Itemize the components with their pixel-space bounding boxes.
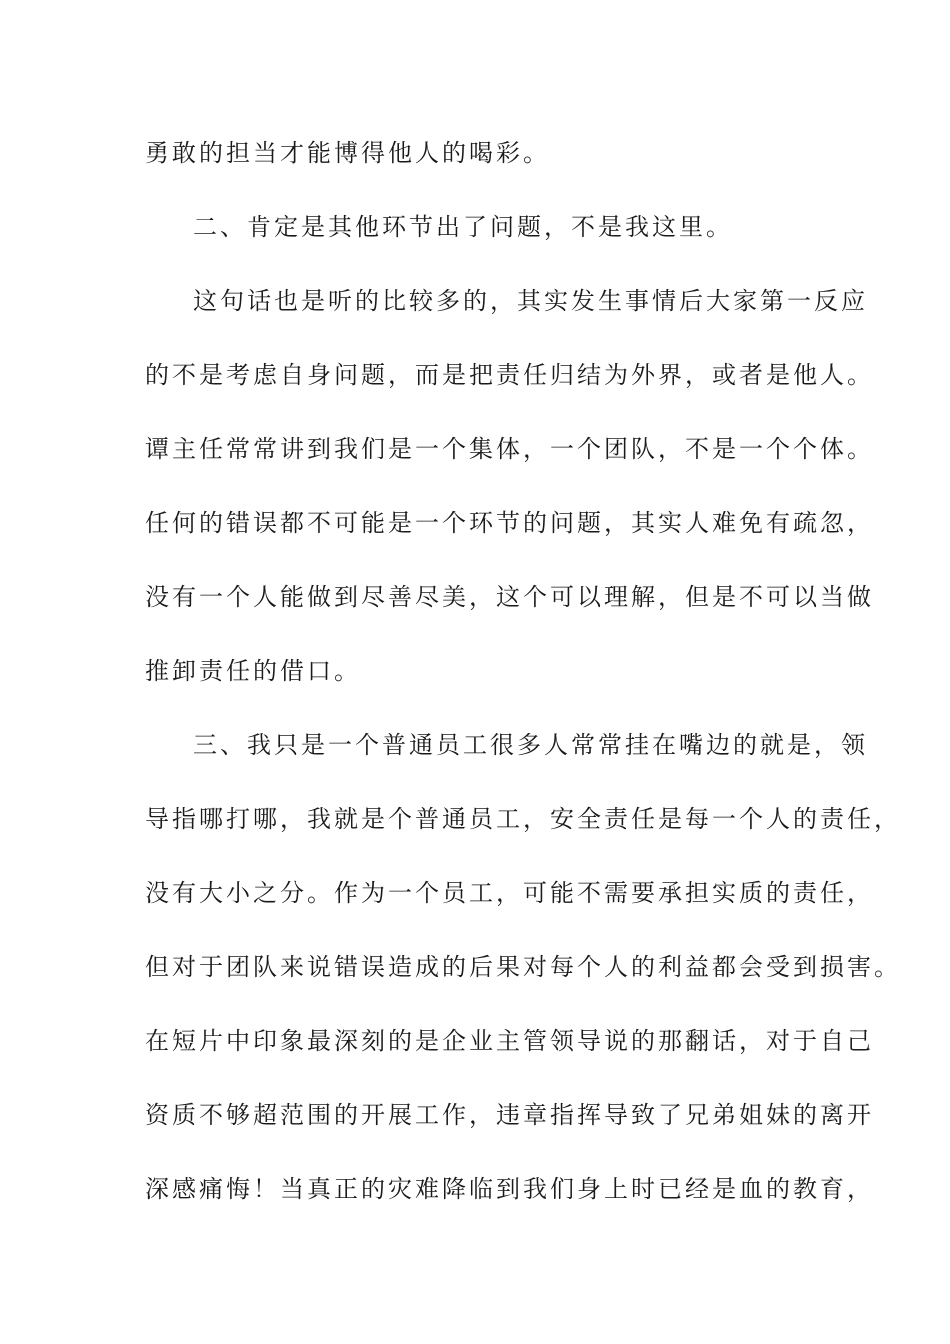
text-line: 在短片中印象最深刻的是企业主管领导说的那翻话，对于自己 [145,1027,874,1055]
text-line: 勇敢的担当才能博得他人的喝彩。 [145,139,550,167]
text-line: 但对于团队来说错误造成的后果对每个人的利益都会受到损害。 [145,953,901,981]
text-line: 这句话也是听的比较多的，其实发生事情后大家第一反应 [193,287,868,315]
section-heading: 二、肯定是其他环节出了问题，不是我这里。 [193,213,733,241]
text-line: 资质不够超范围的开展工作，违章指挥导致了兄弟姐妹的离开 [145,1101,874,1129]
text-line: 任何的错误都不可能是一个环节的问题，其实人难免有疏忽， [145,509,874,537]
text-line: 谭主任常常讲到我们是一个集体，一个团队，不是一个个体。 [145,435,874,463]
section-heading: 三、我只是一个普通员工很多人常常挂在嘴边的就是，领 [193,731,868,759]
text-line: 深感痛悔！当真正的灾难降临到我们身上时已经是血的教育， [145,1175,874,1203]
text-line: 的不是考虑自身问题，而是把责任归结为外界，或者是他人。 [145,361,874,389]
text-line: 推卸责任的借口。 [145,657,361,685]
text-line: 没有一个人能做到尽善尽美，这个可以理解，但是不可以当做 [145,583,874,611]
text-line: 导指哪打哪，我就是个普通员工，安全责任是每一个人的责任， [145,805,901,833]
text-line: 没有大小之分。作为一个员工，可能不需要承担实质的责任， [145,879,874,907]
